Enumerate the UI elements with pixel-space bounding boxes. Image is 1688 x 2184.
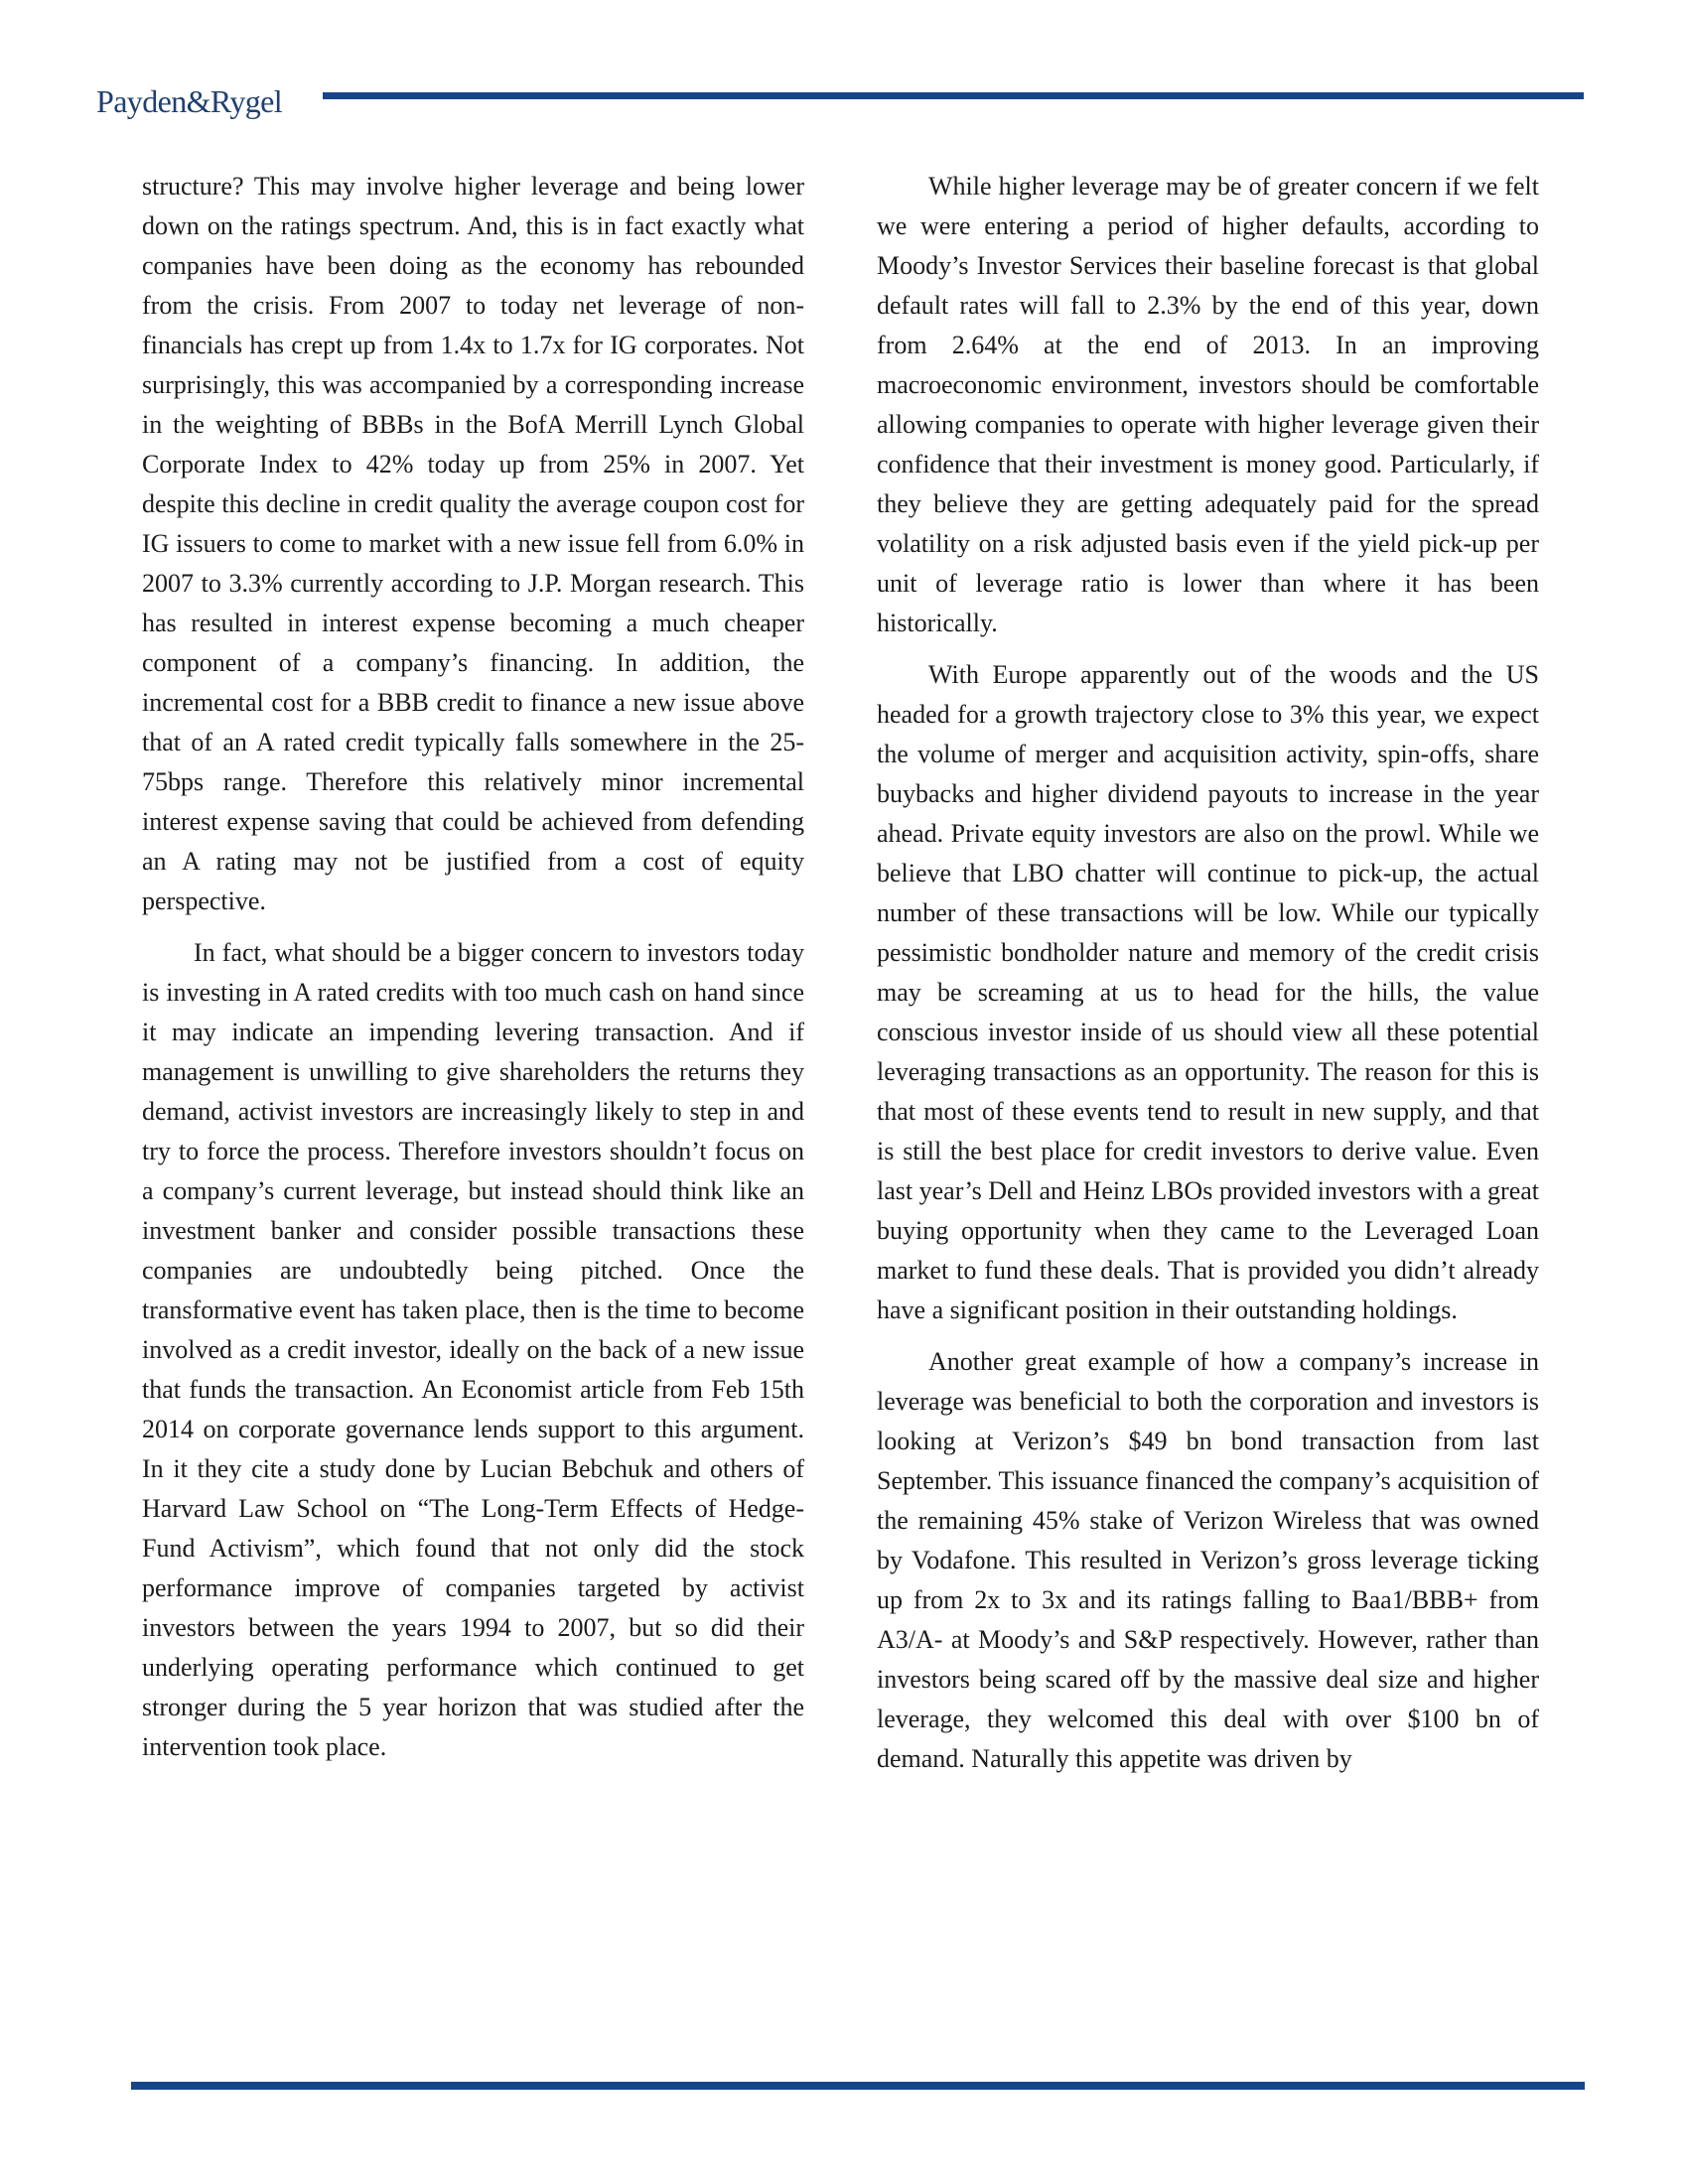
paragraph: structure? This may involve higher leverage and being lower down on the ratings spectrum. And, this is in fact exactly what companies have been doing as the economy has rebounded from the crisis. From 2007 to today net leverage of non-financials has crept up from 1.4x to 1.7x for IG corporates. Not surprisingly, this was accompanied by a corresponding increase in the weighting of BBBs in the BofA Merrill Lynch Global Corporate Index to 42% today up from 25% in 2007. Yet despite this decline in credit quality the average coupon cost for IG issuers to come to market with a new issue fell from 6.0% in 2007 to 3.3% currently according to J.P. Morgan research. This has resulted in interest expense becoming a much cheaper component of a company’s financing. In addition, the incremental cost for a BBB credit to finance a new issue above that of an A rated credit typically falls somewhere in the 25-75bps range. Therefore this relatively minor incremental interest expense saving that could be achieved from defending an A rating may not be justified from a cost of equity perspective. (142, 172, 804, 915)
left-text-column (142, 167, 804, 1779)
brand-logo: Payden&Rygel (96, 83, 283, 119)
header-rule (323, 92, 1584, 99)
right-text-column (877, 167, 1539, 1791)
footer-rule (131, 2082, 1585, 2090)
paragraph: With Europe apparently out of the woods and the US headed for a growth trajectory close to 3% this year, we expect the volume of merger and acquisition activity, spin-offs, share buybacks and higher dividend payouts to increase in the year ahead. Private equity investors are also on the prowl. While we believe that LBO chatter will continue to pick-up, the actual number of these transactions will be low. While our typically pessimistic bondholder nature and memory of the credit crisis may be screaming at us to head for the hills, the value conscious investor inside of us should view all these potential leveraging transactions as an opportunity. The reason for this is that most of these events tend to result in new supply, and that is still the best place for credit investors to derive value. Even last year’s Dell and Heinz LBOs provided investors with a great buying opportunity when they came to the Leveraged Loan market to fund these deals. That is provided you didn’t already have a significant position in their outstanding holdings. (877, 660, 1539, 1324)
paragraph: Another great example of how a company’s increase in leverage was beneficial to both the corporation and investors is looking at Verizon’s $49 bn bond transaction from last September. This issuance financed the company’s acquisition of the remaining 45% stake of Verizon Wireless that was owned by Vodafone. This resulted in Verizon’s gross leverage ticking up from 2x to 3x and its ratings falling to Baa1/BBB+ from A3/A- at Moody’s and S&P respectively. However, rather than investors being scared off by the massive deal size and higher leverage, they welcomed this deal with over $100 bn of demand. Naturally this appetite was driven by (877, 1347, 1539, 1773)
paragraph: In fact, what should be a bigger concern to investors today is investing in A rated credits with too much cash on hand since it may indicate an impending levering transaction. And if management is unwilling to give shareholders the returns they demand, activist investors are increasingly likely to step in and try to force the process. Therefore investors shouldn’t focus on a company’s current leverage, but instead should think like an investment banker and consider possible transactions these companies are undoubtedly being pitched. Once the transformative event has taken place, then is the time to become involved as a credit investor, ideally on the back of a new issue that funds the transaction. An Economist article from Feb 15th 2014 on corporate governance lends support to this argument. In it they cite a study done by Lucian Bebchuk and others of Harvard Law School on “The Long-Term Effects of Hedge-Fund Activism”, which found that not only did the stock performance improve of companies targeted by activist investors between the years 1994 to 2007, but so did their underlying operating performance which continued to get stronger during the 5 year horizon that was studied after the intervention took place. (142, 938, 804, 1761)
paragraph: While higher leverage may be of greater concern if we felt we were entering a period of higher defaults, according to Moody’s Investor Services their baseline forecast is that global default rates will fall to 2.3% by the end of this year, down from 2.64% at the end of 2013. In an improving macroeconomic environment, investors should be comfortable allowing companies to operate with higher leverage given their confidence that their investment is money good. Particularly, if they believe they are getting adequately paid for the spread volatility on a risk adjusted basis even if the yield pick-up per unit of leverage ratio is lower than where it has been historically. (877, 172, 1539, 637)
